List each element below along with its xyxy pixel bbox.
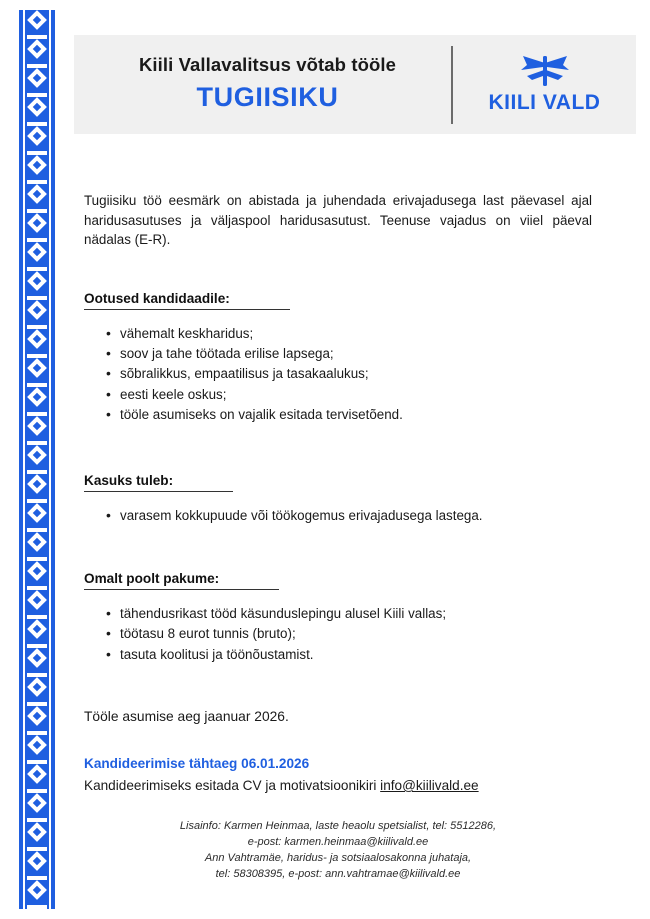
ribbon-diamond-motif [27,68,47,93]
ribbon-diamond-motif [27,387,47,412]
section-title: Omalt poolt pakume: [84,571,279,590]
page-title: Kiili Vallavalitsus võtab tööle [138,53,397,75]
ribbon-diamond-motif [27,126,47,151]
ribbon-diamond-motif [27,474,47,499]
job-title: TUGIISIKU [196,82,339,113]
list-item: • eesti keele oskus; [106,385,636,405]
advert-header [74,35,636,134]
list-item: • vähemalt keskharidus; [106,324,636,344]
intro-paragraph: Tugiisiku töö eesmärk on abistada ja juhendada erivajadusega last päevasel ajal haridusasutuses ja väljaspool haridusasutust. Teenuse vajadus on viiel päeval nädalas (E-R). [84,193,592,248]
ribbon-edge-left [12,10,19,909]
list-item: • tasuta koolitusi ja töönõustamist. [106,645,636,665]
ribbon-diamond-motif [27,532,47,557]
ribbon-stripe-left [23,10,25,909]
ribbon-diamond-motif [27,271,47,296]
ribbon-diamond-motif [27,503,47,528]
list-item: • soov ja tahe töötada erilise lapsega; [106,344,636,364]
ribbon-diamond-motif [27,10,47,35]
section-title: Kasuks tuleb: [84,473,233,492]
ribbon-diamond-motif [27,155,47,180]
list-item: • tööle asumiseks on vajalik esitada tervisetõend. [106,405,636,425]
ribbon-stripe-right [49,10,51,909]
list-item: • sõbralikkus, empaatilisus ja tasakaalukus; [106,364,636,384]
ribbon-edge-right [55,10,62,909]
ribbon-diamond-motif [27,300,47,325]
application-instructions [84,778,636,793]
footnote-line: tel: 58308395, e-post: ann.vahtramae@kiilivald.ee [215,867,461,880]
ribbon-diamond-motif [27,39,47,64]
header-title-block [74,54,451,115]
ribbon-diamond-motif [27,242,47,267]
ribbon-diamond-motif [27,358,47,383]
ribbon-diamond-motif [27,184,47,209]
start-date-line: Tööle asumise aeg jaanuar 2026. [84,709,289,725]
apply-text: Kandideerimiseks esitada CV ja motivatsioonikiri [84,778,381,794]
section-title: Ootused kandidaadile: [84,291,290,310]
list-item: • töötasu 8 eurot tunnis (bruto); [106,624,636,644]
logo-text: KIILI VALD [488,91,601,114]
ribbon-diamond-motif [27,619,47,644]
ribbon-diamond-motif [27,416,47,441]
section-offer [84,570,636,665]
estonian-folk-pattern-ribbon [12,10,62,909]
application-deadline: Kandideerimise tähtaeg 06.01.2026 [84,756,310,772]
ribbon-diamond-motif [27,706,47,731]
ribbon-diamond-motif [27,677,47,702]
contact-footnote [84,819,592,883]
footnote-line: Lisainfo: Karmen Heinmaa, laste heaolu spetsialist, tel: 5512286, [179,820,497,833]
expectations-list [84,324,636,426]
ribbon-diamond-motif [27,329,47,354]
dragonfly-icon [517,54,573,88]
kiili-vald-logo [453,54,636,115]
ribbon-diamond-motif [27,561,47,586]
ribbon-diamond-motif [27,764,47,789]
ribbon-diamond-motif [27,590,47,615]
offer-list [84,604,636,665]
section-advantages [84,472,636,526]
advantages-list [84,506,636,526]
list-item: • tähendusrikast tööd käsunduslepingu alusel Kiili vallas; [106,604,636,624]
list-item: • varasem kokkupuude või töökogemus erivajadusega lastega. [106,506,636,526]
ribbon-diamond-motif [27,822,47,847]
ribbon-diamond-motif [27,445,47,470]
ribbon-diamond-motif [27,213,47,238]
ribbon-diamond-motif [27,735,47,760]
ribbon-diamond-motif [27,97,47,122]
ribbon-diamond-motif [27,880,47,905]
footnote-line: Ann Vahtramäe, haridus- ja sotsiaalosakonna juhataja, [204,851,472,864]
section-expectations [84,290,636,426]
ribbon-diamond-motif [27,648,47,673]
ribbon-motifs [27,10,47,909]
apply-email-link[interactable]: info@kiilivald.ee [380,778,479,794]
ribbon-bar-motif [27,905,47,909]
advert-body [84,178,636,883]
ribbon-diamond-motif [27,851,47,876]
ribbon-diamond-motif [27,793,47,818]
footnote-line: e-post: karmen.heinmaa@kiilivald.ee [247,836,429,849]
